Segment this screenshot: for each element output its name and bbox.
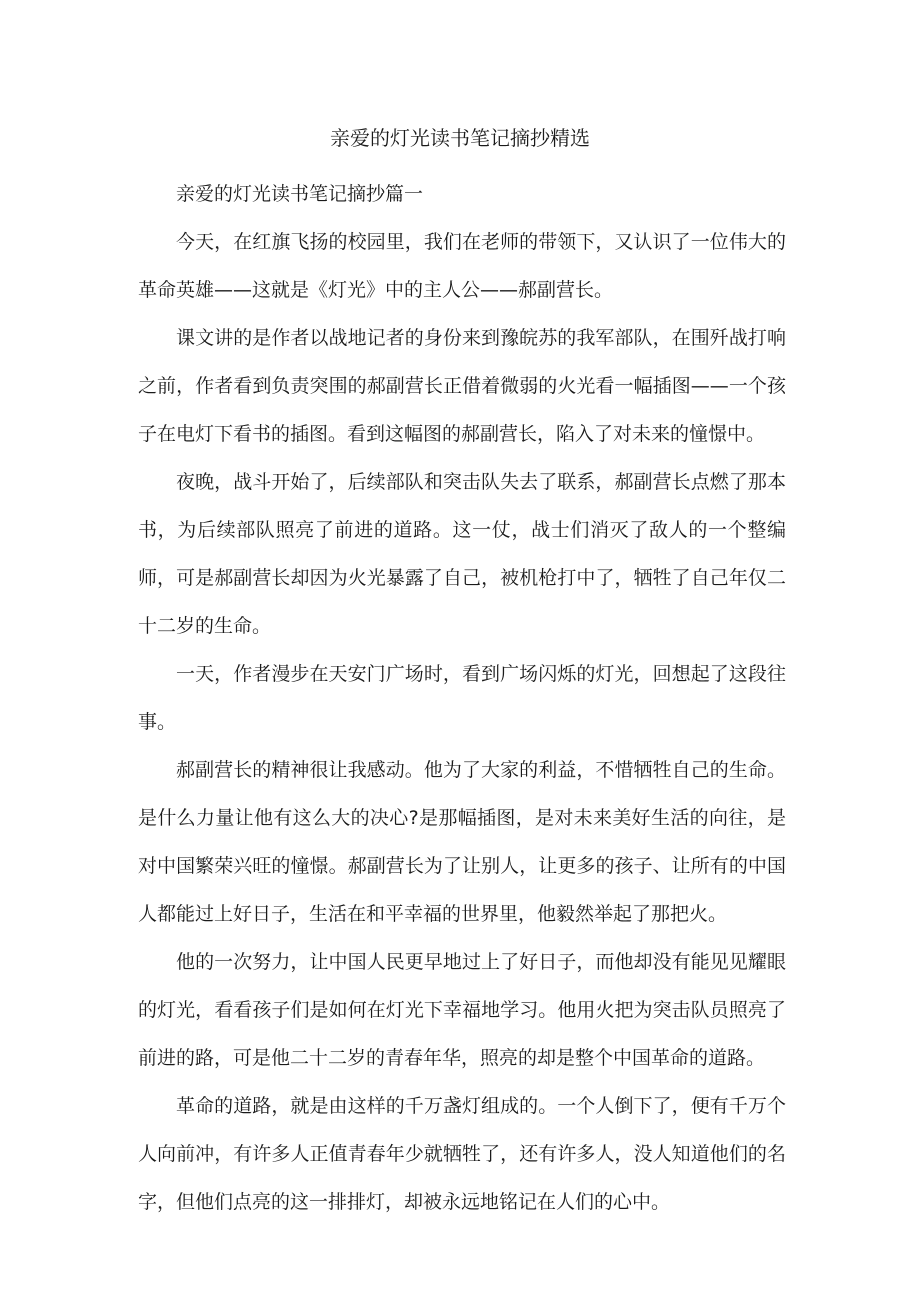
paragraph: 郝副营长的精神很让我感动。他为了大家的利益，不惜牺牲自己的生命。是什么力量让他有这么大的决心?是那幅插图，是对未来美好生活的向往，是对中国繁荣兴旺的憧憬。郝副营长为了让别人，让更多的孩子、让所有的中国人都能过上好日子，生活在和平幸福的世界里，他毅然举起了那把火。: [138, 759, 786, 925]
paragraph: 夜晚，战斗开始了，后续部队和突击队失去了联系，郝副营长点燃了那本书，为后续部队照亮了前进的道路。这一仗，战士们消灭了敌人的一个整编师，可是郝副营长却因为火光暴露了自己，被机枪打中了，牺牲了自己年仅二十二岁的生命。: [138, 471, 786, 637]
paragraph: 一天，作者漫步在天安门广场时，看到广场闪烁的灯光，回想起了这段往事。: [138, 663, 786, 733]
paragraph: 课文讲的是作者以战地记者的身份来到豫皖苏的我军部队，在围歼战打响之前，作者看到负责突围的郝副营长正借着微弱的火光看一幅插图——一个孩子在电灯下看书的插图。看到这幅图的郝副营长，陷入了对未来的憧憬中。: [138, 327, 786, 445]
paragraph: 今天，在红旗飞扬的校园里，我们在老师的带领下，又认识了一位伟大的革命英雄——这就是《灯光》中的主人公——郝副营长。: [138, 231, 786, 301]
paragraph: 革命的道路，就是由这样的千万盏灯组成的。一个人倒下了，便有千万个人向前冲，有许多人正值青春年少就牺牲了，还有许多人，没人知道他们的名字，但他们点亮的这一排排灯，却被永远地铭记在人们的心中。: [138, 1095, 786, 1213]
document-body: [138, 170, 786, 1226]
section-subtitle: 亲爱的灯光读书笔记摘抄篇一: [176, 183, 424, 205]
document-title: 亲爱的灯光读书笔记摘抄精选: [330, 126, 590, 150]
paragraph: 他的一次努力，让中国人民更早地过上了好日子，而他却没有能见见耀眼的灯光，看看孩子们是如何在灯光下幸福地学习。他用火把为突击队员照亮了前进的路，可是他二十二岁的青春年华，照亮的却是整个中国革命的道路。: [138, 951, 786, 1069]
